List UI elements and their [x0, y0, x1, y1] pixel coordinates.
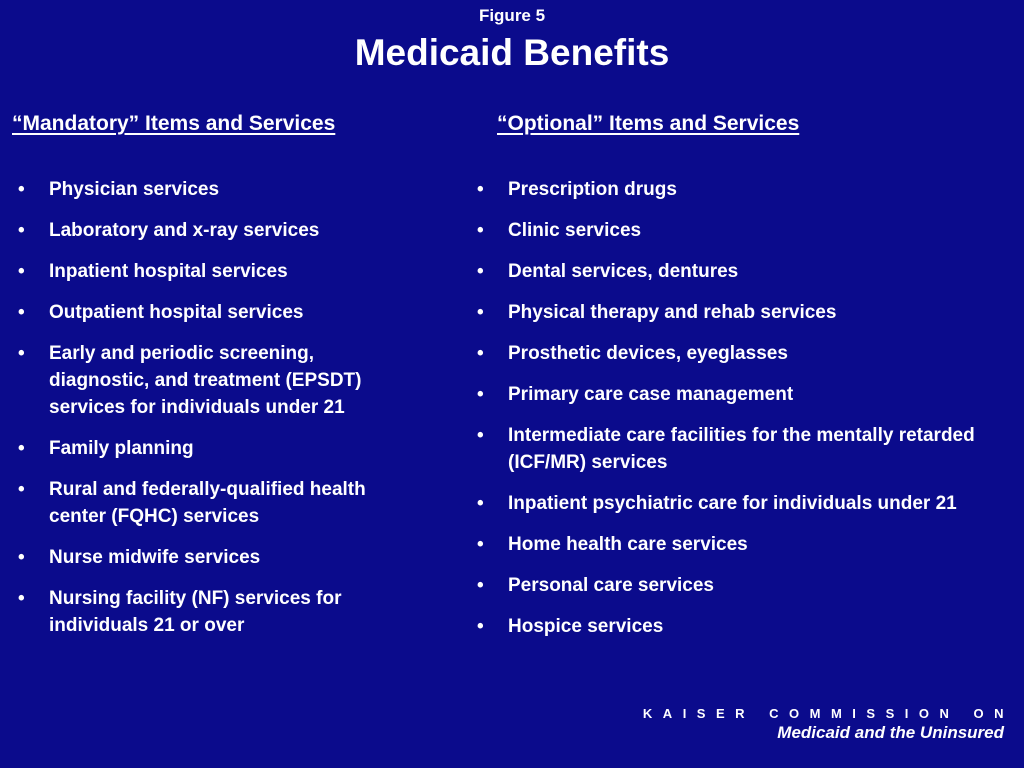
bullet-icon: •: [18, 179, 25, 200]
list-item-text: Dental services, dentures: [508, 261, 739, 282]
optional-heading: “Optional” Items and Services: [497, 112, 800, 135]
org-line: KAISER COMMISSION ON: [642, 706, 1014, 721]
bullet-icon: •: [18, 547, 25, 568]
list-item: [477, 490, 997, 517]
bullet-icon: •: [18, 220, 25, 241]
bullet-icon: •: [477, 616, 484, 637]
bullet-icon: •: [18, 343, 25, 364]
mandatory-heading: “Mandatory” Items and Services: [12, 112, 336, 135]
list-item-text: Inpatient hospital services: [49, 261, 288, 282]
list-item: [477, 422, 997, 476]
list-item-text: Prosthetic devices, eyeglasses: [508, 343, 788, 364]
page-title: Medicaid Benefits: [354, 32, 670, 73]
list-item-text: Nursing facility (NF) services for individuals 21 or over: [49, 588, 342, 636]
bullet-icon: •: [477, 220, 484, 241]
list-item-text: Family planning: [49, 438, 194, 459]
bullet-icon: •: [18, 588, 25, 609]
list-item: [477, 613, 997, 640]
optional-list: [477, 176, 997, 654]
list-item: [18, 217, 378, 244]
list-item: [477, 340, 997, 367]
org-name: Medicaid and the Uninsured: [777, 723, 1004, 742]
list-item: [477, 572, 997, 599]
bullet-icon: •: [477, 534, 484, 555]
list-item: [477, 531, 997, 558]
list-item-text: Laboratory and x-ray services: [49, 220, 320, 241]
list-item: [477, 381, 997, 408]
list-item-text: Physician services: [49, 179, 220, 200]
bullet-icon: •: [18, 438, 25, 459]
list-item: [18, 476, 378, 530]
bullet-icon: •: [477, 179, 484, 200]
figure-label: Figure 5: [478, 6, 546, 25]
mandatory-list: [18, 176, 378, 653]
list-item-text: Primary care case management: [508, 384, 794, 405]
bullet-icon: •: [18, 261, 25, 282]
list-item: [18, 435, 378, 462]
bullet-icon: •: [18, 479, 25, 500]
list-item-text: Clinic services: [508, 220, 642, 241]
list-item: [477, 217, 997, 244]
list-item-text: Prescription drugs: [508, 179, 677, 200]
bullet-icon: •: [477, 493, 484, 514]
list-item: [18, 258, 378, 285]
list-item-text: Outpatient hospital services: [49, 302, 304, 323]
list-item-text: Physical therapy and rehab services: [508, 302, 837, 323]
list-item: [18, 340, 378, 421]
list-item-text: Hospice services: [508, 616, 664, 637]
list-item-text: Intermediate care facilities for the mentally retarded (ICF/MR) services: [508, 425, 975, 473]
list-item: [477, 258, 997, 285]
bullet-icon: •: [477, 425, 484, 446]
list-item-text: Personal care services: [508, 575, 714, 596]
list-item-text: Rural and federally-qualified health center (FQHC) services: [49, 479, 366, 527]
list-item: [18, 176, 378, 203]
bullet-icon: •: [477, 575, 484, 596]
bullet-icon: •: [477, 302, 484, 323]
list-item: [477, 299, 997, 326]
list-item: [18, 585, 378, 639]
list-item-text: Inpatient psychiatric care for individuals under 21: [508, 493, 957, 514]
list-item: [18, 544, 378, 571]
list-item: [18, 299, 378, 326]
bullet-icon: •: [477, 261, 484, 282]
bullet-icon: •: [18, 302, 25, 323]
list-item: [477, 176, 997, 203]
bullet-icon: •: [477, 384, 484, 405]
list-item-text: Home health care services: [508, 534, 748, 555]
footer-logo: [642, 706, 1014, 744]
bullet-icon: •: [477, 343, 484, 364]
list-item-text: Nurse midwife services: [49, 547, 261, 568]
list-item-text: Early and periodic screening, diagnostic, and treatment (EPSDT) services for individuals under 21: [49, 343, 362, 418]
